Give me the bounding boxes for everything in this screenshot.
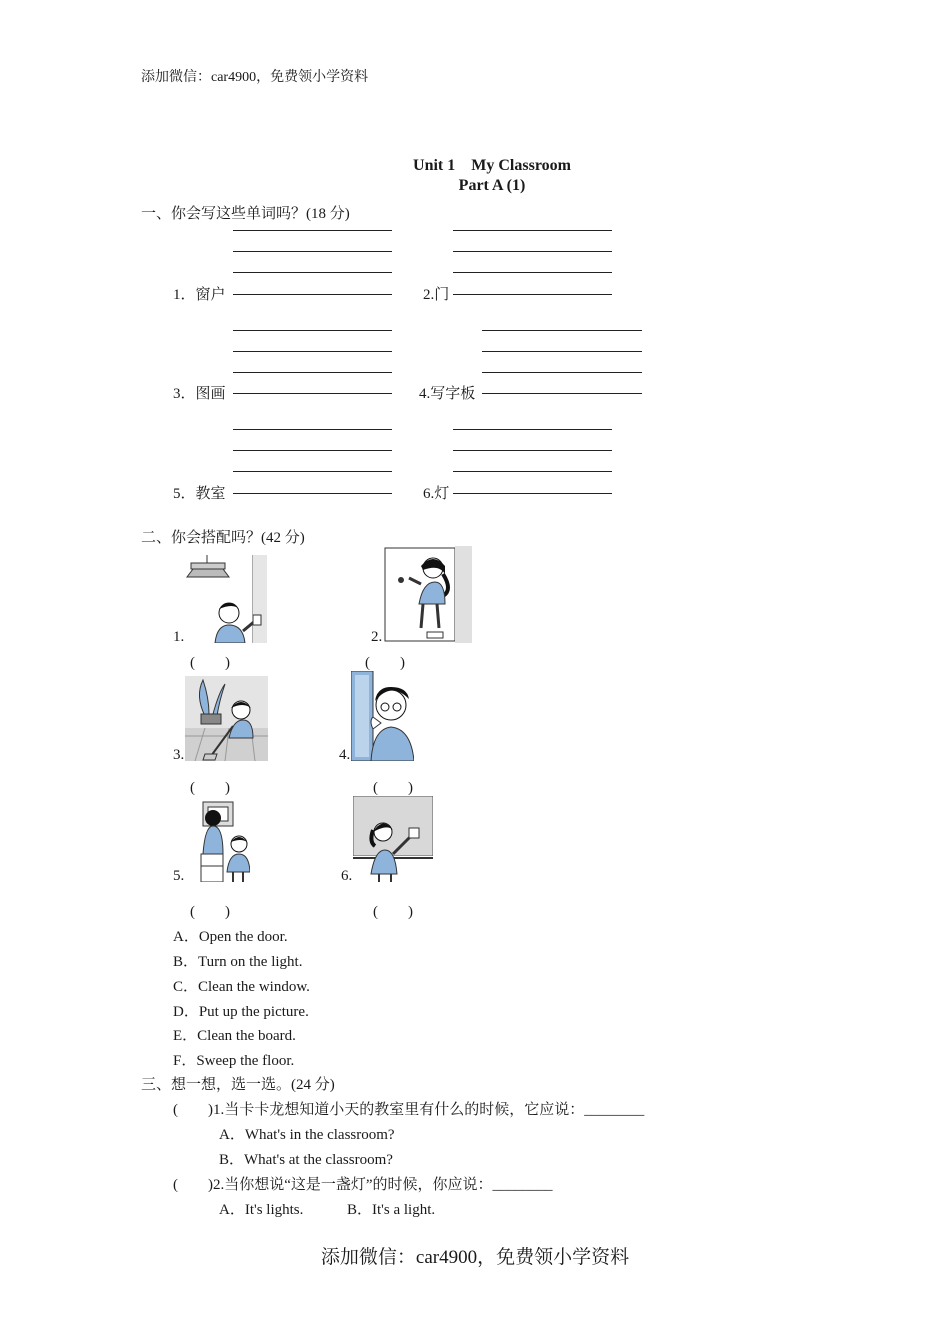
question-1[interactable]: ( )1.当卡卡龙想知道小天的教室里有什么的时候，它应说：________	[173, 1102, 645, 1118]
writing-line[interactable]	[453, 294, 612, 295]
writing-line[interactable]	[453, 493, 612, 494]
word-item-light: 6.灯	[423, 486, 450, 502]
answer-blank[interactable]: ( )	[190, 904, 230, 920]
option-a: A．Open the door.	[173, 929, 288, 945]
writing-line	[453, 429, 612, 430]
question-2-option-b: B．It's a light.	[347, 1202, 436, 1218]
answer-blank[interactable]: ( )	[365, 655, 405, 671]
question-2-option-a: A．It's lights.	[219, 1202, 304, 1218]
option-f: F．Sweep the floor.	[173, 1053, 295, 1069]
girl-door-illustration	[383, 546, 472, 643]
writing-line	[233, 372, 392, 373]
boy-light-switch-illustration	[185, 555, 267, 643]
writing-line	[233, 272, 392, 273]
question-2[interactable]: ( )2.当你想说“这是一盏灯”的时候，你应说：________	[173, 1177, 553, 1193]
picture-number: 6.	[341, 868, 353, 884]
writing-line	[233, 330, 392, 331]
answer-blank[interactable]: ( )	[190, 655, 230, 671]
section3-heading: 三、想一想，选一选。(24 分)	[141, 1077, 335, 1093]
boy-window-illustration	[351, 671, 414, 761]
word-item-writing-board: 4.写字板	[419, 386, 476, 402]
answer-blank[interactable]: ( )	[190, 780, 230, 796]
writing-line[interactable]	[233, 294, 392, 295]
girl-board-illustration	[353, 796, 433, 882]
word-item-picture: 3．图画	[173, 386, 226, 402]
writing-line	[482, 330, 642, 331]
header-note: 添加微信：car4900，免费领小学资料	[141, 70, 369, 85]
section1-heading: 一、你会写这些单词吗？(18 分)	[141, 206, 350, 222]
page-subtitle: Part A (1)	[458, 177, 526, 194]
writing-line	[453, 272, 612, 273]
picture-number: 4.	[339, 747, 351, 763]
writing-line	[233, 351, 392, 352]
picture-number: 5.	[173, 868, 185, 884]
writing-line	[453, 450, 612, 451]
answer-blank[interactable]: ( )	[373, 780, 413, 796]
footer-note: 添加微信：car4900，免费领小学资料	[320, 1247, 630, 1268]
page-title: Unit 1 My Classroom	[413, 157, 571, 174]
word-item-door: 2.门	[423, 287, 450, 303]
writing-line	[233, 429, 392, 430]
writing-line[interactable]	[233, 493, 392, 494]
girl-sweeping-illustration	[185, 676, 268, 761]
section2-heading: 二、你会搭配吗？(42 分)	[141, 530, 305, 546]
option-c: C．Clean the window.	[173, 979, 310, 995]
writing-line	[233, 471, 392, 472]
writing-line[interactable]	[482, 393, 642, 394]
option-d: D．Put up the picture.	[173, 1004, 309, 1020]
writing-line	[233, 230, 392, 231]
picture-number: 2.	[371, 629, 383, 645]
writing-line	[453, 230, 612, 231]
option-e: E．Clean the board.	[173, 1028, 296, 1044]
writing-line	[482, 351, 642, 352]
kids-picture-illustration	[199, 796, 250, 882]
picture-number: 1.	[173, 629, 185, 645]
picture-number: 3.	[173, 747, 185, 763]
question-1-option-b: B．What's at the classroom?	[219, 1152, 393, 1168]
word-item-classroom: 5．教室	[173, 486, 226, 502]
writing-line	[482, 372, 642, 373]
writing-line	[233, 450, 392, 451]
answer-blank[interactable]: ( )	[373, 904, 413, 920]
word-item-window: 1．窗户	[173, 287, 226, 303]
writing-line	[453, 471, 612, 472]
writing-line	[233, 251, 392, 252]
option-b: B．Turn on the light.	[173, 954, 303, 970]
writing-line[interactable]	[233, 393, 392, 394]
writing-line	[453, 251, 612, 252]
question-1-option-a: A．What's in the classroom?	[219, 1127, 395, 1143]
